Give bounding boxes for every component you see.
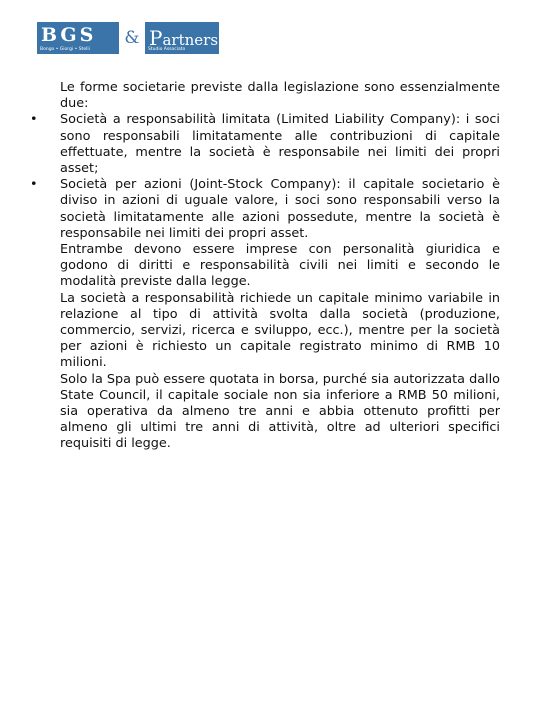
logo-bgs-text: BGS [41,24,97,46]
logo-ampersand: & [124,28,140,48]
logo-partners-block [145,22,219,54]
bullet-mark: • [30,112,38,128]
logo-bgs-subtitle: Bongo • Giorgi • Stelli [40,47,90,52]
logo-partners-rest: artners [162,31,219,49]
bullet-text: Società per azioni (Joint-Stock Company): il capitale societario è diviso in azioni di uguale valore, i soci sono responsabili verso la società limitatamente alle azioni possedute, mentre la società è responsabile nei limiti dei propri asset. [60,177,500,241]
document-body [30,80,500,453]
logo-partners-initial: P [149,26,163,50]
company-logo [37,22,219,54]
bullet-mark: • [30,177,38,193]
bullet-item-srl [30,112,500,177]
bullet-item-spa [30,177,500,242]
paragraph-legal-personality: Entrambe devono essere imprese con personalità giuridica e godono di diritti e responsabilità civili nei limiti e secondo le modalità previste dalla legge. [60,242,500,290]
intro-paragraph: Le forme societarie previste dalla legislazione sono essenzialmente due: [60,80,500,112]
paragraph-stock-listing: Solo la Spa può essere quotata in borsa, purché sia autorizzata dallo State Council, il capitale sociale non sia inferiore a RMB 50 milioni, sia operativa da almeno tre anni e abbia ottenuto profitti per almeno gli ultimi tre anni di attività, oltre ad ulteriori specifici requisiti di legge. [60,371,500,452]
paragraph-minimum-capital: La società a responsabilità richiede un capitale minimo variabile in relazione al tipo di attività svolta dalla società (produzione, commercio, servizi, ricerca e sviluppo, ecc.), mentre per la società per azioni è richiesto un capitale registrato minimo di RMB 10 milioni. [60,290,500,371]
logo-partners-subtitle: Studio Associato [148,47,186,52]
bullet-text: Società a responsabilità limitata (Limited Liability Company): i soci sono responsabili limitatamente alle contribuzioni di capitale effettuate, mentre la società è responsabile nei limiti dei propri asset; [60,112,500,177]
logo-bgs-block [37,22,119,54]
